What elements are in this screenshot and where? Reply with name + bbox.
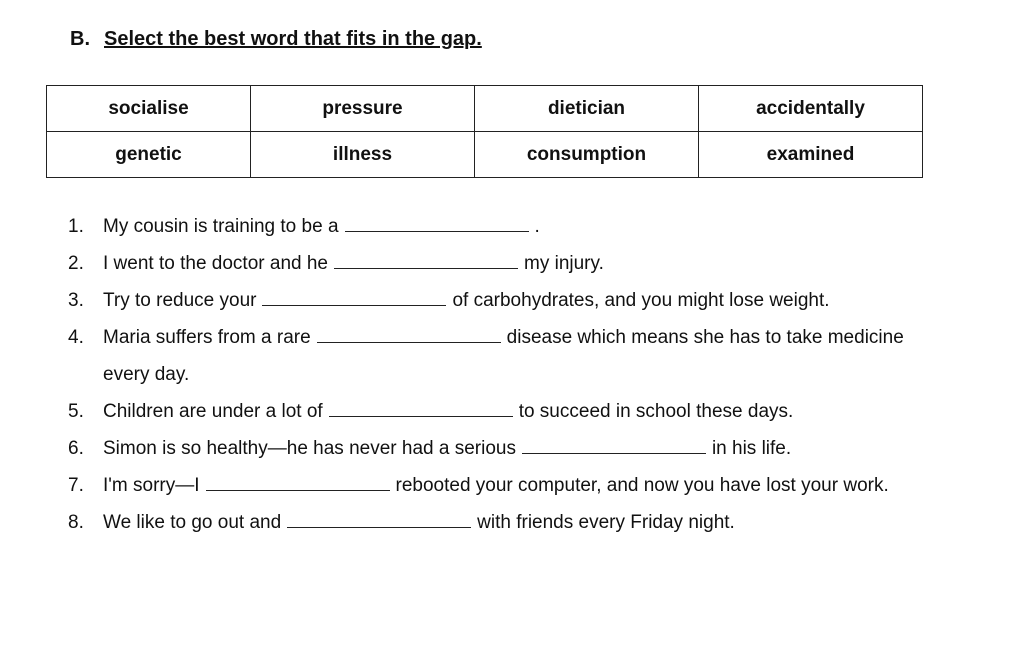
question-item <box>68 245 998 282</box>
question-number: 2. <box>68 253 84 274</box>
question-text-after: . <box>534 216 540 237</box>
question-item <box>68 282 998 319</box>
question-text-before: My cousin is training to be a <box>103 216 339 237</box>
question-text-after: my injury. <box>524 253 604 274</box>
question-text-after: disease which means she has to take medicine <box>506 327 904 348</box>
question-number: 5. <box>68 401 84 422</box>
answer-blank[interactable] <box>287 509 471 528</box>
word-bank-row <box>47 86 923 132</box>
question-number: 4. <box>68 327 84 348</box>
question-item <box>68 430 998 467</box>
question-text-before: Children are under a lot of <box>103 401 323 422</box>
section-title: Select the best word that fits in the gap. <box>104 28 482 50</box>
section-header <box>70 28 482 51</box>
question-number: 1. <box>68 216 84 237</box>
question-item <box>68 504 998 541</box>
question-list <box>68 208 998 541</box>
question-text-after: in his life. <box>711 438 792 459</box>
question-continuation: every day. <box>103 364 190 385</box>
word-bank-cell: genetic <box>47 132 251 178</box>
word-bank-cell: dietician <box>475 86 699 132</box>
question-number: 7. <box>68 475 84 496</box>
word-bank-table <box>46 85 923 178</box>
answer-blank[interactable] <box>522 435 706 454</box>
word-bank-cell: socialise <box>47 86 251 132</box>
answer-blank[interactable] <box>206 472 390 491</box>
word-bank-cell: illness <box>251 132 475 178</box>
question-text-before: I'm sorry—I <box>103 475 200 496</box>
question-number: 8. <box>68 512 84 533</box>
question-text-after: with friends every Friday night. <box>477 512 735 533</box>
question-item <box>68 467 998 504</box>
question-text-after: rebooted your computer, and now you have lost your work. <box>395 475 889 496</box>
question-number: 3. <box>68 290 84 311</box>
question-item <box>68 319 998 393</box>
answer-blank[interactable] <box>345 213 529 232</box>
answer-blank[interactable] <box>262 287 446 306</box>
answer-blank[interactable] <box>317 324 501 343</box>
question-item <box>68 208 998 245</box>
answer-blank[interactable] <box>334 250 518 269</box>
question-text-after: of carbohydrates, and you might lose weight. <box>452 290 830 311</box>
answer-blank[interactable] <box>329 398 513 417</box>
word-bank-cell: consumption <box>475 132 699 178</box>
question-text-before: Simon is so healthy—he has never had a serious <box>103 438 516 459</box>
question-item <box>68 393 998 430</box>
question-text-before: We like to go out and <box>103 512 282 533</box>
question-number: 6. <box>68 438 84 459</box>
word-bank-cell: pressure <box>251 86 475 132</box>
question-text-before: Try to reduce your <box>103 290 257 311</box>
question-text-after: to succeed in school these days. <box>518 401 794 422</box>
question-text-before: I went to the doctor and he <box>103 253 328 274</box>
word-bank-cell: examined <box>699 132 923 178</box>
section-letter: B. <box>70 28 90 50</box>
word-bank-row <box>47 132 923 178</box>
word-bank-cell: accidentally <box>699 86 923 132</box>
question-text-before: Maria suffers from a rare <box>103 327 311 348</box>
